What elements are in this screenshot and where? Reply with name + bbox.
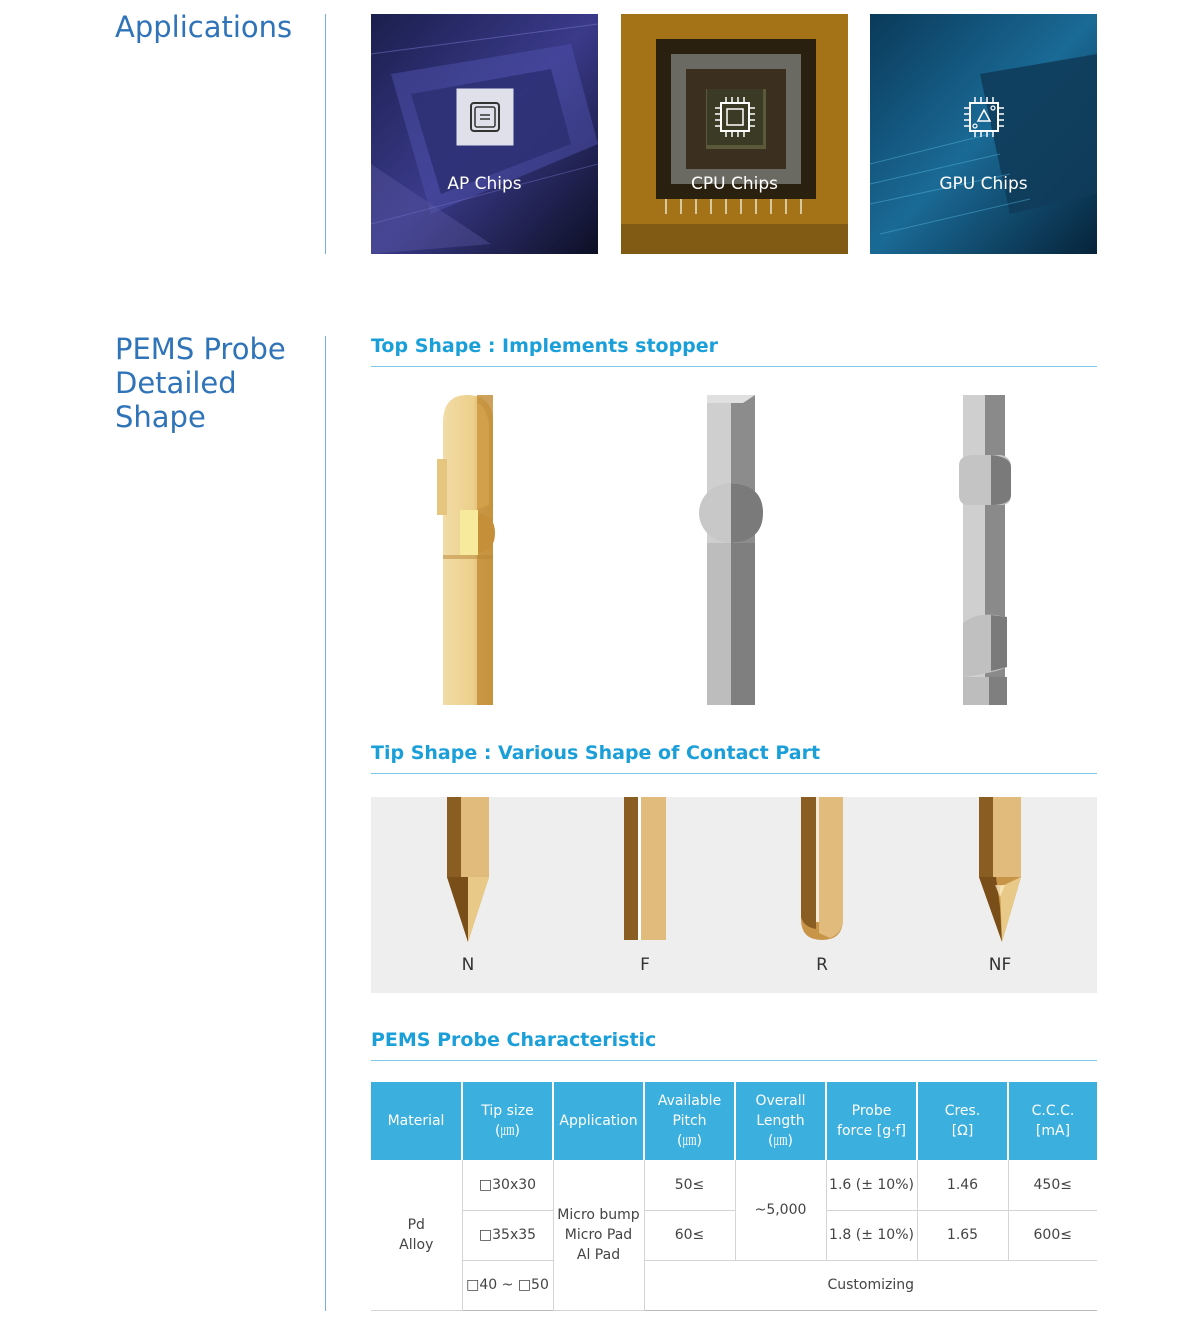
app-card-label: GPU Chips (939, 174, 1028, 194)
detail-section-title (115, 332, 286, 434)
cell-probe-force: 1.6 (± 10%) (826, 1160, 917, 1210)
header-cres: Cres. [Ω] (917, 1082, 1008, 1160)
header-tip-size: Tip size (㎛) (462, 1082, 553, 1160)
cell-pitch: 60≤ (644, 1210, 735, 1260)
tip-nf-image (978, 797, 1022, 947)
cell-ccc: 600≤ (1008, 1210, 1097, 1260)
ap-chip-icon (456, 88, 514, 146)
cell-cres: 1.46 (917, 1160, 1008, 1210)
cell-application: Micro bump Micro Pad Al Pad (553, 1160, 644, 1310)
probe-silver-round (695, 395, 775, 705)
detail-title-line: PEMS Probe (115, 332, 286, 366)
table-row (371, 1210, 1097, 1260)
probe-gold-stopper (425, 395, 505, 705)
cell-overall-length: ~5,000 (735, 1160, 826, 1260)
detail-title-line: Shape (115, 400, 206, 434)
applications-divider (325, 14, 326, 254)
header-application: Application (553, 1082, 644, 1160)
cell-customizing: Customizing (644, 1260, 1097, 1310)
tip-label-nf: NF (988, 955, 1012, 975)
probe-silver-step (955, 395, 1035, 705)
app-card-label: AP Chips (447, 174, 522, 194)
top-shape-heading: Top Shape : Implements stopper (371, 335, 1097, 367)
tip-label-f: F (640, 955, 650, 975)
app-card-ap-chips[interactable] (371, 14, 598, 254)
app-card-gpu-chips[interactable] (870, 14, 1097, 254)
characteristic-heading: PEMS Probe Characteristic (371, 1029, 1097, 1061)
tip-label-n: N (461, 955, 475, 975)
cell-ccc: 450≤ (1008, 1160, 1097, 1210)
cell-tip-size: □35x35 (462, 1210, 553, 1260)
cell-probe-force: 1.8 (± 10%) (826, 1210, 917, 1260)
applications-title: Applications (115, 10, 293, 44)
detail-title-line: Detailed (115, 366, 237, 400)
cell-cres: 1.65 (917, 1210, 1008, 1260)
header-pitch: Available Pitch (㎛) (644, 1082, 735, 1160)
cell-material: Pd Alloy (371, 1160, 462, 1310)
header-material: Material (371, 1082, 462, 1160)
cpu-chip-icon (706, 88, 764, 146)
app-card-cpu-chips[interactable] (621, 14, 848, 254)
detail-divider (325, 336, 326, 1311)
table-header-row (371, 1082, 1097, 1160)
app-card-label: CPU Chips (691, 174, 778, 194)
tip-f-image (623, 797, 667, 947)
header-ccc: C.C.C. [mA] (1008, 1082, 1097, 1160)
header-probe-force: Probe force [g·f] (826, 1082, 917, 1160)
cell-tip-size: □40 ~ □50 (462, 1260, 553, 1310)
tip-label-r: R (816, 955, 828, 975)
characteristic-table (371, 1082, 1097, 1311)
gpu-chip-icon (955, 88, 1013, 146)
tip-shape-heading: Tip Shape : Various Shape of Contact Part (371, 742, 1097, 774)
tip-n-image (446, 797, 490, 947)
tip-r-image (800, 797, 844, 947)
table-row (371, 1160, 1097, 1210)
cell-tip-size: □30x30 (462, 1160, 553, 1210)
table-row (371, 1260, 1097, 1310)
cell-pitch: 50≤ (644, 1160, 735, 1210)
header-overall-length: Overall Length (㎛) (735, 1082, 826, 1160)
